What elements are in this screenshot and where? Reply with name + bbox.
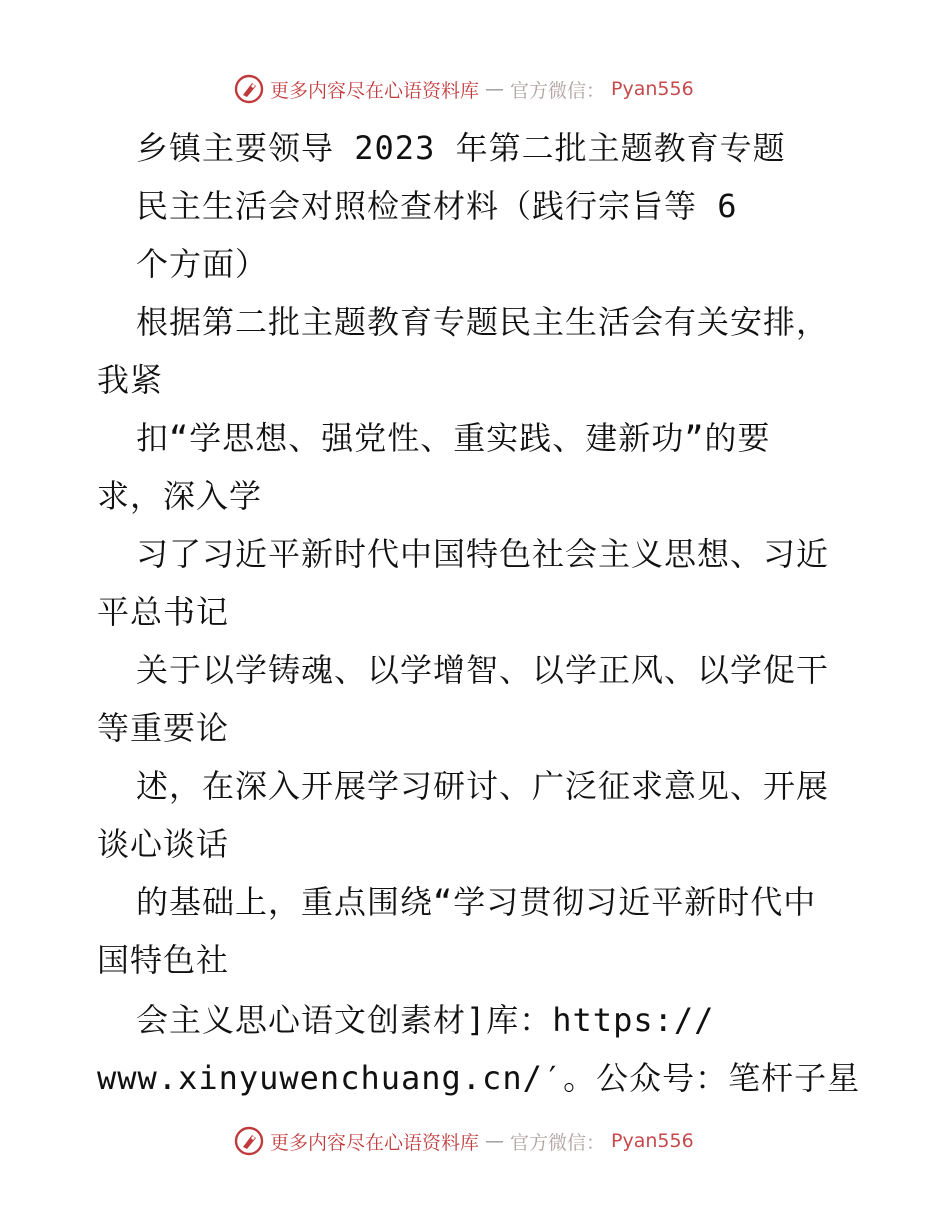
doc-title-line-3: 个方面） — [136, 245, 269, 283]
watermark-main-text: 更多内容尽在心语资料库 — [270, 1131, 480, 1154]
watermark-sub-text: 官方微信： — [510, 79, 606, 102]
watermark-dash: — — [485, 78, 505, 100]
doc-body-line: 我紧 — [97, 361, 164, 399]
doc-body-line: 等重要论 — [97, 709, 230, 747]
doc-body-line: 国特色社 — [97, 941, 230, 979]
doc-body-line: 的基础上，重点围绕“学习贯彻习近平新时代中 — [136, 883, 817, 921]
watermark-banner-top — [234, 72, 714, 106]
doc-body-line: 谈心谈话 — [97, 825, 230, 863]
doc-body-line: 会主义思心语文创素材]库：https:// — [136, 1001, 715, 1039]
pen-nib-logo-icon — [234, 74, 264, 104]
doc-title-line-2: 民主生活会对照检查材料（践行宗旨等 6 — [136, 187, 738, 225]
doc-body-line: 习了习近平新时代中国特色社会主义思想、习近 — [136, 535, 830, 573]
doc-body-line: 述，在深入开展学习研讨、广泛征求意见、开展 — [136, 767, 830, 805]
doc-body-line: 扣“学思想、强党性、重实践、建新功”的要 — [136, 419, 771, 457]
doc-body-line-url: www.xinyuwenchuang.cn/′。公众号：笔杆子星 — [97, 1059, 861, 1097]
watermark-wechat-id: Pyan556 — [611, 1130, 694, 1152]
watermark-banner-bottom — [234, 1124, 714, 1158]
doc-body-line: 根据第二批主题教育专题民主生活会有关安排， — [136, 303, 830, 341]
watermark-wechat-id: Pyan556 — [611, 78, 694, 100]
watermark-dash: — — [485, 1130, 505, 1152]
doc-body-line: 求，深入学 — [97, 477, 263, 515]
doc-title-line-1: 乡镇主要领导 2023 年第二批主题教育专题 — [136, 129, 786, 167]
pen-nib-logo-icon — [234, 1126, 264, 1156]
watermark-sub-text: 官方微信： — [510, 1131, 606, 1154]
watermark-main-text: 更多内容尽在心语资料库 — [270, 79, 480, 102]
doc-body-line: 平总书记 — [97, 593, 230, 631]
doc-body-line: 关于以学铸魂、以学增智、以学正风、以学促干 — [136, 651, 830, 689]
